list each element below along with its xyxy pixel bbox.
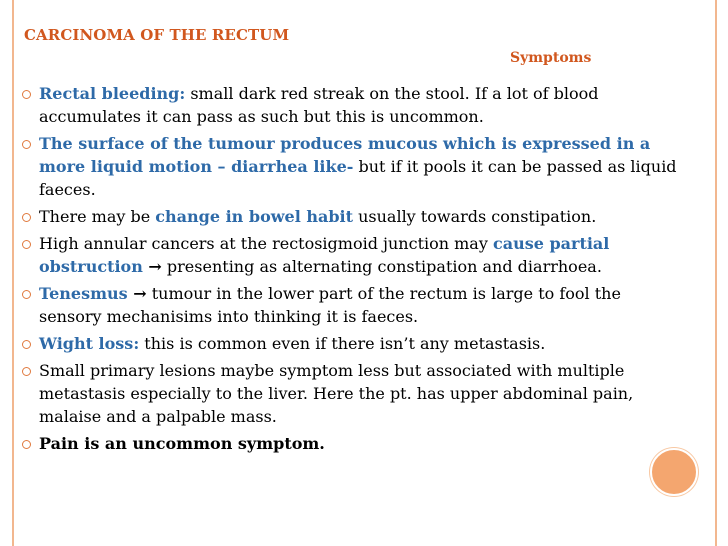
arrow-right-icon: → bbox=[127, 284, 147, 303]
bullet-circle-icon bbox=[22, 340, 31, 349]
bullet-highlight: change in bowel habit bbox=[155, 207, 353, 226]
bullet-highlight: cause partial obstruction bbox=[39, 234, 610, 276]
bullet-text: Small primary lesions maybe symptom less but associated with multiple metastasis especially to the liver. Here the pt. has upper abdominal pain, malaise and a palpable mass. bbox=[39, 361, 634, 426]
bullet-strong-text: Pain is an uncommon symptom. bbox=[39, 434, 325, 453]
bullet-text: small dark red streak on the stool. If a lot of blood accumulates it can pass as such but this is uncommon. bbox=[39, 84, 599, 126]
bullet-text: this is common even if there isn’t any metastasis. bbox=[139, 334, 546, 353]
bullet-circle-icon bbox=[22, 440, 31, 449]
bullet-circle-icon bbox=[22, 213, 31, 222]
bullet-highlight: Tenesmus bbox=[39, 284, 128, 303]
bullet-item-metastasis bbox=[22, 359, 682, 428]
bullet-text: presenting as alternating constipation and diarrhoea. bbox=[161, 257, 602, 276]
bullet-highlight: Wight loss: bbox=[39, 334, 140, 353]
bullet-text: tumour in the lower part of the rectum is large to fool the sensory mechanisims into thinking it is faeces. bbox=[39, 284, 621, 326]
bullet-highlight: The surface of the tumour produces mucous which is expressed in a more liquid motion – diarrhea like- bbox=[39, 134, 651, 176]
slide-subtitle: Symptoms bbox=[510, 50, 592, 66]
bullet-item-pain bbox=[22, 432, 682, 455]
bullet-text: usually towards constipation. bbox=[353, 207, 597, 226]
frame-line-left bbox=[12, 0, 14, 546]
bullet-circle-icon bbox=[22, 290, 31, 299]
bullet-item-mucous bbox=[22, 132, 682, 201]
decorative-circle bbox=[650, 448, 698, 496]
bullet-circle-icon bbox=[22, 367, 31, 376]
bullet-circle-icon bbox=[22, 90, 31, 99]
bullet-circle-icon bbox=[22, 240, 31, 249]
bullet-highlight: Rectal bleeding: bbox=[39, 84, 186, 103]
bullet-item-bowel-habit bbox=[22, 205, 682, 228]
bullet-list bbox=[22, 82, 682, 459]
arrow-right-icon: → bbox=[142, 257, 162, 276]
bullet-text: but if it pools it can be passed as liquid faeces. bbox=[39, 157, 677, 199]
bullet-text-pre: High annular cancers at the rectosigmoid junction may bbox=[39, 234, 493, 253]
bullet-circle-icon bbox=[22, 140, 31, 149]
slide-title: CARCINOMA OF THE RECTUM bbox=[24, 26, 290, 44]
frame-line-right bbox=[715, 0, 717, 546]
bullet-item-weight-loss bbox=[22, 332, 682, 355]
bullet-item-tenesmus bbox=[22, 282, 682, 328]
bullet-item-obstruction bbox=[22, 232, 682, 278]
bullet-item-rectal-bleeding bbox=[22, 82, 682, 128]
bullet-text-pre: There may be bbox=[39, 207, 156, 226]
